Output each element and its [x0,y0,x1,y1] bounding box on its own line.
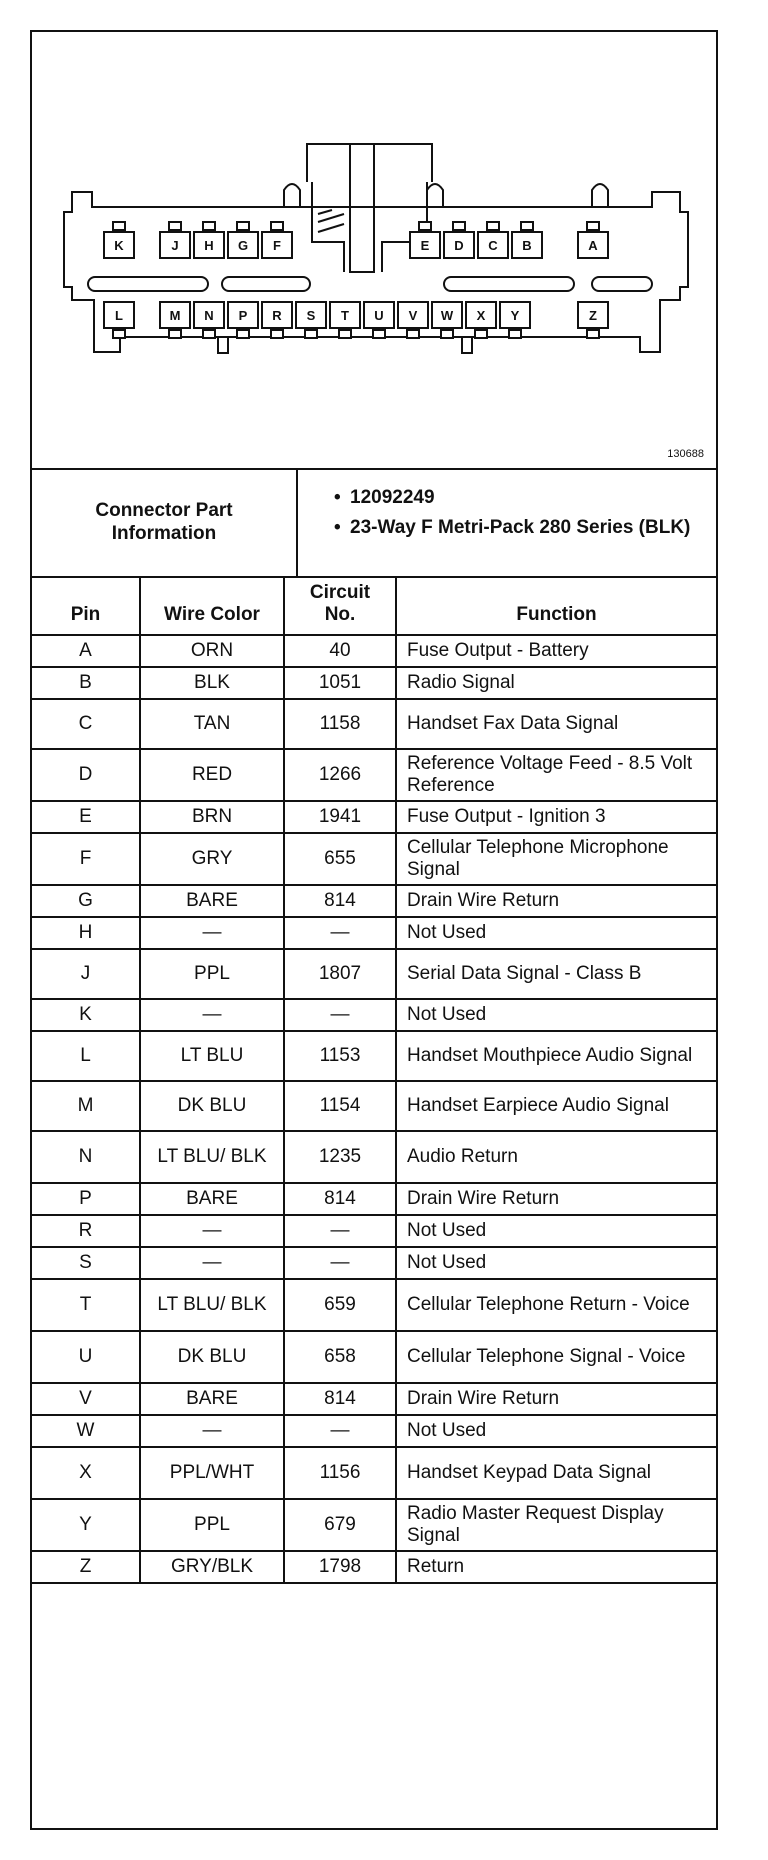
table-row [32,1215,716,1247]
pin-tab-s [305,330,317,338]
wire-color-cell: TAN [140,699,284,749]
pin-label-f: F [273,238,281,253]
pin-cell: F [32,833,140,885]
circuit-cell: 1051 [284,667,396,699]
pin-cell: Z [32,1551,140,1583]
pin-label-g: G [237,238,249,253]
circuit-cell: 1798 [284,1551,396,1583]
function-cell: Radio Master Request Display Signal [396,1499,716,1551]
pin-label-d: D [454,238,464,253]
header-function: Function [396,576,716,635]
function-cell: Drain Wire Return [396,1383,716,1415]
table-row [32,949,716,999]
pin-label-n: N [204,308,214,323]
pin-cell: W [32,1415,140,1447]
wire-color-cell: PPL [140,1499,284,1551]
circuit-cell: 1235 [284,1131,396,1183]
pin-label-h: H [204,238,214,253]
pin-label-e: E [420,238,430,253]
connector-part-info [32,468,716,578]
wire-color-cell: RED [140,749,284,801]
wire-color-cell: BARE [140,885,284,917]
pin-tab-c [487,222,499,230]
pin-tab-d [453,222,465,230]
pin-label-p: P [238,308,248,323]
header-wire-color: Wire Color [140,576,284,635]
circuit-cell: — [284,1215,396,1247]
circuit-cell: 814 [284,885,396,917]
circuit-cell: 659 [284,1279,396,1331]
table-row [32,1331,716,1383]
wire-color-cell: LT BLU/ BLK [140,1131,284,1183]
table-row [32,1551,716,1583]
connector-part-number: • 12092249 [334,487,435,508]
pin-label-t: T [341,308,349,323]
wire-color-cell: LT BLU/ BLK [140,1279,284,1331]
header-pin: Pin [32,576,140,635]
function-cell: Not Used [396,1415,716,1447]
pin-tab-n [203,330,215,338]
table-row [32,917,716,949]
pin-label-y: Y [510,308,520,323]
function-cell: Handset Fax Data Signal [396,699,716,749]
pin-cell: K [32,999,140,1031]
pin-tab-l [113,330,125,338]
pin-tab-m [169,330,181,338]
table-row [32,833,716,885]
pin-cell: G [32,885,140,917]
table-row [32,1447,716,1499]
circuit-cell: 679 [284,1499,396,1551]
pin-label-c: C [488,238,498,253]
pin-tab-y [509,330,521,338]
pin-label-z: Z [589,308,597,323]
function-cell: Fuse Output - Battery [396,635,716,667]
wire-color-cell: DK BLU [140,1331,284,1383]
function-cell: Serial Data Signal - Class B [396,949,716,999]
pin-tab-t [339,330,351,338]
pin-label-u: U [374,308,384,323]
circuit-cell: 1154 [284,1081,396,1131]
circuit-cell: — [284,999,396,1031]
pin-cell: V [32,1383,140,1415]
function-cell: Audio Return [396,1131,716,1183]
pin-cell: A [32,635,140,667]
wire-color-cell: BARE [140,1183,284,1215]
table-row [32,1183,716,1215]
connector-type: • 23-Way F Metri-Pack 280 Series (BLK) [334,517,691,538]
wire-color-cell: — [140,1215,284,1247]
pin-cell: U [32,1331,140,1383]
circuit-cell: 1158 [284,699,396,749]
wire-color-cell: — [140,917,284,949]
table-row [32,667,716,699]
pin-tab-f [271,222,283,230]
table-row [32,699,716,749]
wire-color-cell: — [140,1415,284,1447]
wire-color-cell: GRY [140,833,284,885]
pin-label-a: A [588,238,598,253]
pin-cell: X [32,1447,140,1499]
function-cell: Handset Mouthpiece Audio Signal [396,1031,716,1081]
table-row [32,801,716,833]
function-cell: Handset Earpiece Audio Signal [396,1081,716,1131]
function-cell: Drain Wire Return [396,885,716,917]
function-cell: Return [396,1551,716,1583]
table-row [32,1279,716,1331]
connector-info-label: Connector Part Information [32,468,298,576]
pin-label-w: W [440,308,454,323]
wire-color-cell: GRY/BLK [140,1551,284,1583]
circuit-cell: 1266 [284,749,396,801]
connector-face-diagram [32,32,716,470]
connector-drawing [32,32,716,468]
header-circuit-no: Circuit No. [284,576,396,635]
pin-label-v: V [408,308,418,323]
table-row [32,1031,716,1081]
table-row [32,749,716,801]
table-row [32,1415,716,1447]
function-cell: Not Used [396,1215,716,1247]
figure-number: 130688 [667,448,704,460]
pin-tab-r [271,330,283,338]
table-header-row [32,576,716,635]
pin-label-l: L [115,308,123,323]
table-row [32,635,716,667]
pin-label-s: S [306,308,316,323]
pin-tab-g [237,222,249,230]
pin-label-x: X [476,308,486,323]
pin-tab-j [169,222,181,230]
pin-tab-w [441,330,453,338]
pin-cell: M [32,1081,140,1131]
pin-tab-e [419,222,431,230]
pin-cell: H [32,917,140,949]
wire-color-cell: LT BLU [140,1031,284,1081]
pin-cell: R [32,1215,140,1247]
function-cell: Cellular Telephone Microphone Signal [396,833,716,885]
pin-label-j: J [171,238,179,253]
table-row [32,1247,716,1279]
wire-color-cell: BRN [140,801,284,833]
pin-tab-k [113,222,125,230]
function-cell: Radio Signal [396,667,716,699]
circuit-cell: 1807 [284,949,396,999]
pin-cell: L [32,1031,140,1081]
pin-cell: E [32,801,140,833]
table-row [32,1131,716,1183]
pin-cell: P [32,1183,140,1215]
circuit-cell: — [284,1415,396,1447]
pin-cell: N [32,1131,140,1183]
function-cell: Drain Wire Return [396,1183,716,1215]
pin-cell: S [32,1247,140,1279]
pin-tab-x [475,330,487,338]
circuit-cell: — [284,917,396,949]
connector-pinout-sheet [30,30,718,1830]
circuit-cell: 1941 [284,801,396,833]
wire-color-cell: — [140,999,284,1031]
pin-tab-v [407,330,419,338]
function-cell: Not Used [396,999,716,1031]
pin-cell: J [32,949,140,999]
connector-info-list [298,468,716,576]
circuit-cell: 658 [284,1331,396,1383]
function-cell: Not Used [396,917,716,949]
wire-color-cell: BARE [140,1383,284,1415]
pin-cell: Y [32,1499,140,1551]
wire-color-cell: PPL [140,949,284,999]
pin-tab-z [587,330,599,338]
wire-color-cell: PPL/WHT [140,1447,284,1499]
pin-cell: C [32,699,140,749]
pin-tab-u [373,330,385,338]
pin-tab-b [521,222,533,230]
pin-cell: D [32,749,140,801]
function-cell: Cellular Telephone Return - Voice [396,1279,716,1331]
circuit-cell: 40 [284,635,396,667]
circuit-cell: 655 [284,833,396,885]
table-row [32,1499,716,1551]
circuit-cell: 1156 [284,1447,396,1499]
circuit-cell: 1153 [284,1031,396,1081]
pin-cell: T [32,1279,140,1331]
pin-tab-a [587,222,599,230]
pin-label-m: M [169,308,181,323]
pin-cell: B [32,667,140,699]
circuit-cell: 814 [284,1383,396,1415]
function-cell: Cellular Telephone Signal - Voice [396,1331,716,1383]
pin-tab-p [237,330,249,338]
pin-label-r: R [272,308,282,323]
table-row [32,1081,716,1131]
function-cell: Handset Keypad Data Signal [396,1447,716,1499]
circuit-cell: 814 [284,1183,396,1215]
function-cell: Fuse Output - Ignition 3 [396,801,716,833]
wire-color-cell: — [140,1247,284,1279]
function-cell: Reference Voltage Feed - 8.5 Volt Reference [396,749,716,801]
circuit-cell: — [284,1247,396,1279]
pin-label-b: B [522,238,532,253]
pin-tab-h [203,222,215,230]
table-row [32,1383,716,1415]
pinout-table [32,576,716,1584]
wire-color-cell: ORN [140,635,284,667]
wire-color-cell: DK BLU [140,1081,284,1131]
function-cell: Not Used [396,1247,716,1279]
pin-label-k: K [114,238,124,253]
table-row [32,885,716,917]
wire-color-cell: BLK [140,667,284,699]
table-row [32,999,716,1031]
